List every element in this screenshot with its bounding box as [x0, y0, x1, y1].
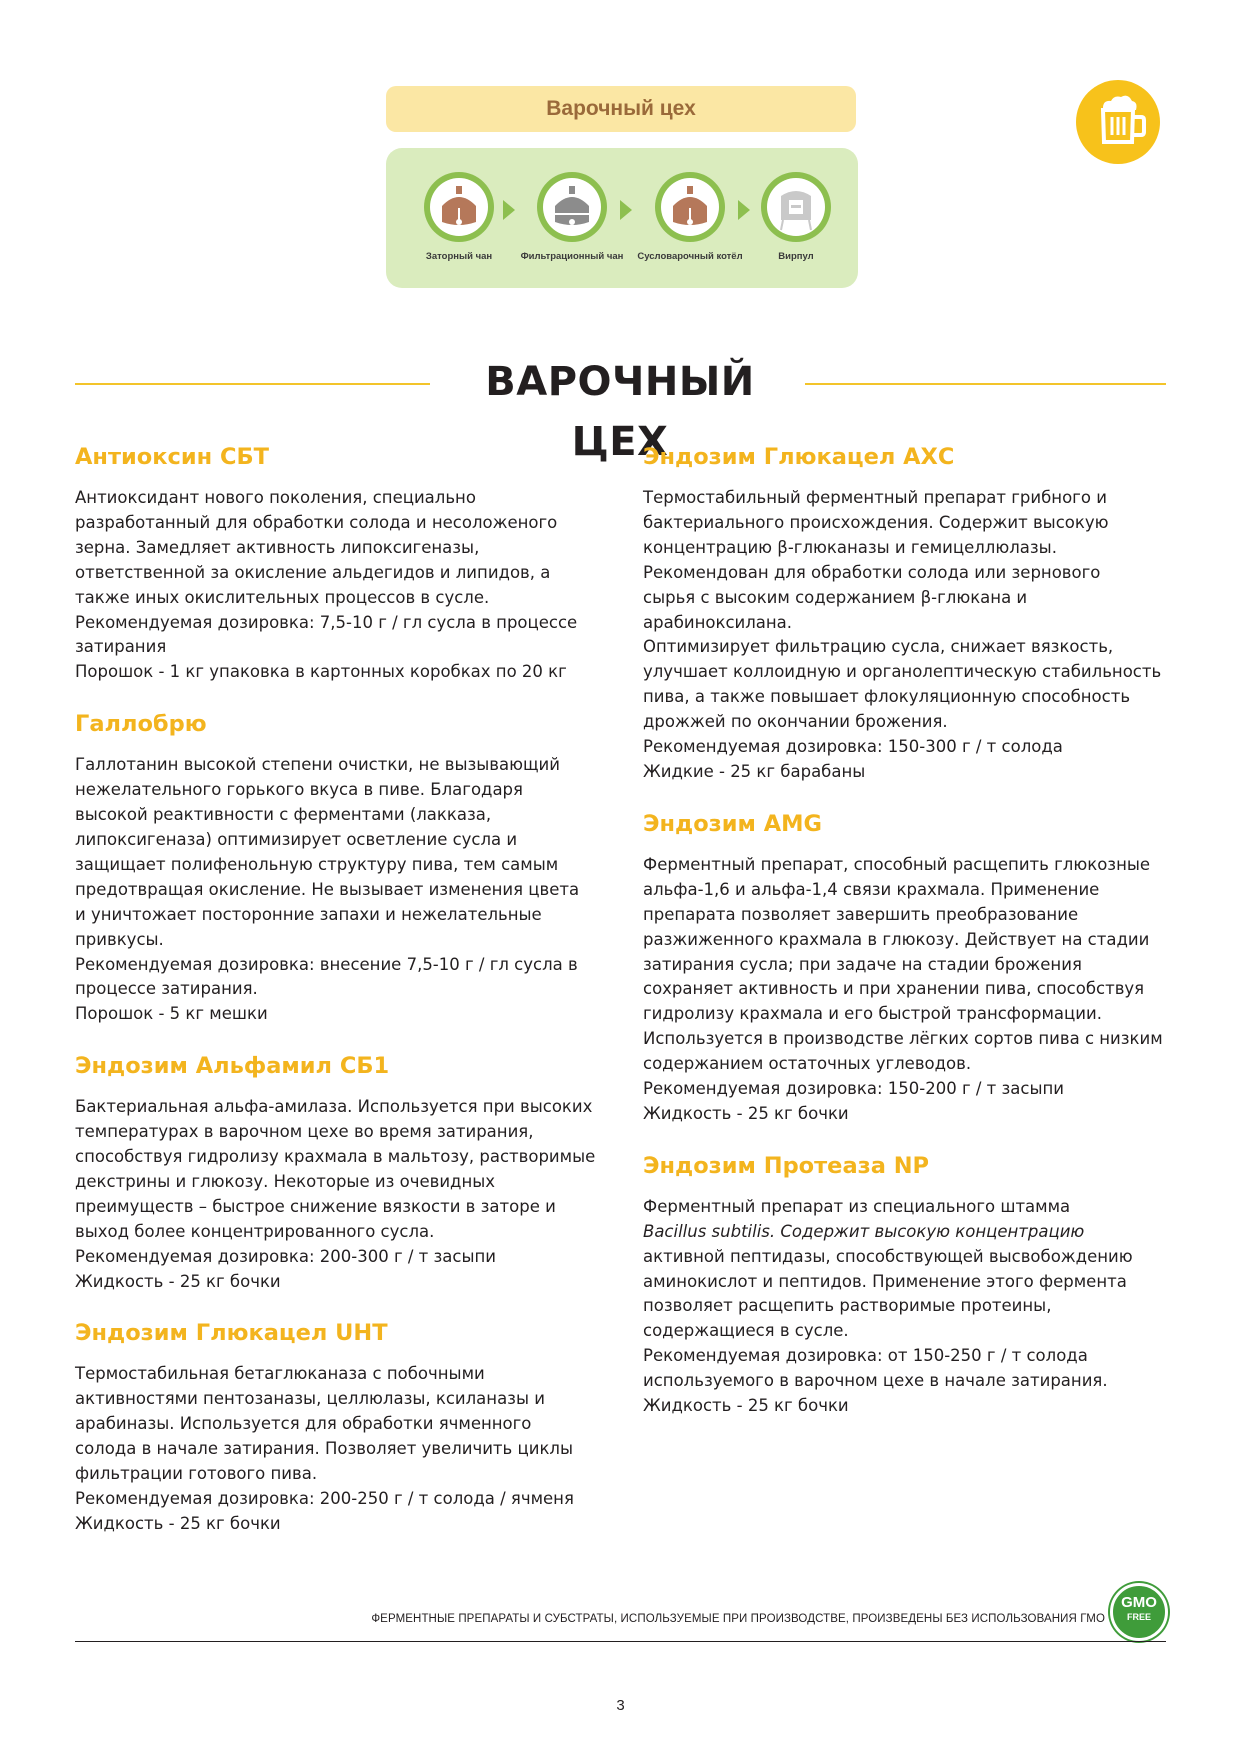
product-title: Эндозим AMG: [643, 810, 823, 837]
product-line: зерна. Замедляет активность липоксигеназы,: [75, 537, 480, 557]
product-title: Эндозим Альфамил СБ1: [75, 1053, 390, 1080]
product-line: Bacillus subtilis. Содержит высокую концентрацию: [643, 1221, 1085, 1241]
step-label: Заторный чан: [425, 251, 493, 262]
product-endozim-amg: [643, 807, 1173, 1127]
product-line: декстрины и глюкозу. Некоторые из очевидных: [75, 1171, 496, 1191]
product-line: позволяет расщепить растворимые протеины,: [643, 1296, 1052, 1316]
right-column: [643, 440, 1173, 1441]
product-line: содержащиеся в сусле.: [643, 1321, 849, 1341]
process-step-lauter-tun: [517, 172, 627, 262]
product-line: активностями пентозаназы, целлюлазы, ксиланазы и: [75, 1389, 545, 1409]
product-line: процессе затирания.: [75, 979, 258, 999]
gmo-free-icon: [1110, 1583, 1168, 1641]
product-title: Эндозим Глюкацел АХС: [643, 444, 955, 470]
arrow-right-icon: [620, 200, 632, 220]
wort-kettle-icon: [661, 178, 719, 236]
product-line: Рекомендуемая дозировка: 7,5-10 г / гл сусла в процессе: [75, 612, 578, 632]
product-line: препарата позволяет завершить преобразование: [643, 904, 1079, 924]
product-line: Термостабильная бетаглюканаза с побочными: [75, 1364, 485, 1384]
product-endozim-glukacel-axc: [643, 440, 1173, 785]
product-line: Используется в производстве лёгких сортов пива с низким: [643, 1029, 1163, 1049]
product-line: Жидкость - 25 кг бочки: [643, 1396, 849, 1416]
gmo-free-label: FREE: [1126, 1612, 1151, 1622]
step-label: Фильтрационный чан: [520, 251, 624, 262]
product-line: содержанием остаточных углеводов.: [643, 1054, 972, 1074]
product-line: нежелательного горького вкуса в пиве. Благодаря: [75, 780, 523, 800]
process-flow-panel: [386, 148, 858, 288]
product-line: солода в начале затирания. Позволяет увеличить циклы: [75, 1439, 574, 1459]
product-title: Эндозим Протеаза NP: [643, 1152, 930, 1179]
product-line: Рекомендуемая дозировка: 150-200 г / т засыпи: [643, 1079, 1065, 1099]
product-line: используемого в варочном цехе в начале затирания.: [643, 1371, 1108, 1391]
heading-rule-right: [805, 383, 1166, 385]
product-line: сохраняет активность и при хранении пива, способствуя: [643, 979, 1145, 999]
product-line: Оптимизирует фильтрацию сусла, снижает вязкость,: [643, 637, 1114, 657]
product-title: Галлобрю: [75, 711, 207, 738]
product-line: привкусы.: [75, 929, 164, 949]
product-line: преимуществ – быстрое снижение вязкости в заторе и: [75, 1196, 556, 1216]
page-title: ВАРОЧНЫЙ ЦЕХ: [485, 359, 755, 465]
process-title-bar: [386, 86, 856, 132]
product-line: также иных окислительных процессов в сусле.: [75, 587, 490, 607]
product-line: Рекомендуемая дозировка: 200-250 г / т солода / ячменя: [75, 1489, 574, 1508]
product-antioxin-sbt: [75, 440, 615, 685]
arrow-right-icon: [503, 200, 515, 220]
step-label: Вирпул: [778, 251, 814, 262]
beer-mug-icon: [1076, 80, 1160, 164]
product-line: липоксигеназа) оптимизирует осветление сусла и: [75, 829, 518, 849]
footer-rule: [75, 1641, 1166, 1642]
product-line: фильтрации готового пива.: [75, 1464, 318, 1484]
product-line: предотвращая окисление. Не вызывает изменения цвета: [75, 879, 580, 899]
product-line: альфа-1,6 и альфа-1,4 связи крахмала. Применение: [643, 879, 1100, 899]
product-line: Порошок - 1 кг упаковка в картонных коробках по 20 кг: [75, 662, 567, 682]
product-line: концентрацию β-глюканазы и гемицеллюлазы.: [643, 537, 1057, 557]
lauter-tun-icon: [543, 178, 601, 236]
heading-rule-left: [75, 383, 430, 385]
product-line: затирания сусла; при задаче на стадии брожения: [643, 954, 1082, 974]
gmo-label: GMO: [1121, 1594, 1157, 1611]
product-line: защищает полифенольную структуру пива, тем самым: [75, 854, 559, 874]
product-line: аминокислот и пептидов. Применение этого фермента: [643, 1271, 1127, 1291]
product-line: способствуя гидролизу крахмала в мальтозу, растворимые: [75, 1147, 596, 1167]
product-line: разжиженного крахмала в глюкозу. Действует на стадии: [643, 929, 1150, 949]
product-endozim-protease-np: [643, 1149, 1173, 1419]
product-title: Антиоксин СБТ: [75, 444, 269, 470]
product-line: Рекомендован для обработки солода или зернового: [643, 562, 1101, 582]
product-line: арабиназы. Используется для обработки ячменного: [75, 1414, 532, 1434]
product-line: Рекомендуемая дозировка: от 150-250 г / т солода: [643, 1346, 1088, 1366]
product-line: затирания: [75, 637, 167, 657]
product-line: высокой реактивности с ферментами (лакказа,: [75, 805, 492, 825]
product-line: Рекомендуемая дозировка: 200-300 г / т засыпи: [75, 1246, 497, 1266]
product-line: Жидкие - 25 кг барабаны: [643, 761, 866, 781]
product-line: арабиноксилана.: [643, 612, 793, 632]
step-label: Сусловарочный котёл: [637, 251, 743, 262]
product-title: Эндозим Глюкацел UHT: [75, 1320, 388, 1347]
product-line: Ферментный препарат из специального штамма: [643, 1196, 1071, 1216]
product-line: улучшает коллоидную и органолептическую стабильность: [643, 662, 1162, 682]
product-line: ответственной за окисление альдегидов и липидов, а: [75, 562, 551, 582]
process-step-whirlpool: [741, 172, 851, 262]
product-line: активной пептидазы, способствующей высвобождению: [643, 1246, 1133, 1266]
product-line: пива, а также повышает флокуляционную способность: [643, 687, 1131, 707]
product-line: Жидкость - 25 кг бочки: [75, 1513, 281, 1533]
product-line: сырья с высоким содержанием β-глюкана и: [643, 587, 1028, 607]
product-line: Рекомендуемая дозировка: 150-300 г / т солода: [643, 737, 1063, 757]
process-step-wort-kettle: [635, 172, 745, 262]
product-line: Рекомендуемая дозировка: внесение 7,5-10 г / гл сусла в: [75, 954, 578, 974]
product-line: температурах в варочном цехе во время затирания,: [75, 1122, 534, 1142]
whirlpool-icon: [767, 178, 825, 236]
process-title: Варочный цех: [546, 97, 696, 120]
left-column: [75, 440, 615, 1559]
mash-tun-icon: [430, 178, 488, 236]
product-line: и уничтожает посторонние запахи и нежелательные: [75, 904, 542, 924]
product-line: дрожжей по окончании брожения.: [643, 712, 948, 732]
product-line: Ферментный препарат, способный расщепить глюкозные: [643, 854, 1151, 874]
product-line: Порошок - 5 кг мешки: [75, 1004, 268, 1024]
product-line: Термостабильный ферментный препарат грибного и: [643, 488, 1107, 507]
product-endozim-alfamil-sb1: [75, 1049, 615, 1294]
product-gallobrew: [75, 707, 615, 1027]
product-line: Бактериальная альфа-амилаза. Используется при высоких: [75, 1097, 593, 1117]
product-endozim-glukacel-uht: [75, 1316, 615, 1536]
product-line: Жидкость - 25 кг бочки: [643, 1103, 849, 1123]
product-line: Галлотанин высокой степени очистки, не вызывающий: [75, 755, 560, 775]
product-line: разработанный для обработки солода и несоложеного: [75, 512, 558, 532]
product-line: Антиоксидант нового поколения, специально: [75, 488, 476, 507]
process-step-mash-tun: [404, 172, 514, 262]
product-line: гидролизу крахмала и его быстрой трансформации.: [643, 1004, 1102, 1024]
page-number: 3: [616, 1697, 625, 1714]
product-line: выход более концентрированного сусла.: [75, 1221, 435, 1241]
product-line: Жидкость - 25 кг бочки: [75, 1271, 281, 1291]
product-line: бактериального происхождения. Содержит высокую: [643, 512, 1109, 532]
footer-note: ФЕРМЕНТНЫЕ ПРЕПАРАТЫ И СУБСТРАТЫ, ИСПОЛЬЗУЕМЫЕ ПРИ ПРОИЗВОДСТВЕ, ПРОИЗВЕДЕНЫ БЕЗ ИСПОЛЬЗОВАНИЯ ГМО: [371, 1613, 1105, 1625]
